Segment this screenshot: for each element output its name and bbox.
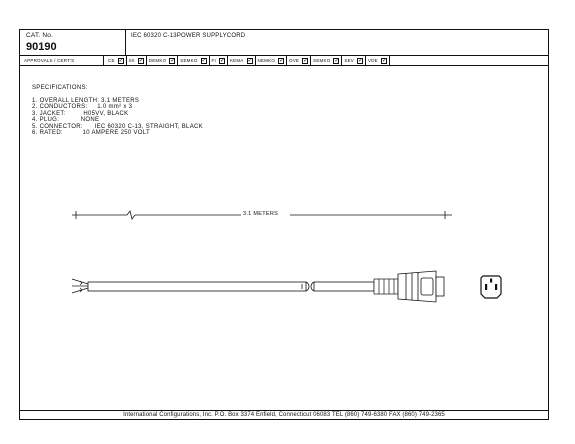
strain-relief xyxy=(374,279,398,294)
approval-checkbox[interactable]: ✓ xyxy=(118,57,124,64)
spec-overall-length: 1. OVERALL LENGTH: 3.1 METERS xyxy=(32,97,140,104)
spec-plug: 4. PLUG: NONE xyxy=(32,117,100,123)
approval-checkbox[interactable]: ✓ xyxy=(138,57,144,64)
approval-checkbox[interactable]: ✓ xyxy=(358,57,364,64)
stripped-wire-ends xyxy=(72,279,88,293)
approval-checkbox[interactable]: ✓ xyxy=(279,57,285,64)
company-footer: International Configurations, Inc. P.O. Box 3374 Enfield, Connecticut 06083 TEL (860) 749-6380 FAX (860) 749-2365 xyxy=(20,410,548,419)
connector-face-icon xyxy=(481,276,501,298)
product-title: IEC 60320 C-13POWER SUPPLYCORD xyxy=(131,33,246,39)
spec-rated: 6. RATED: 10 AMPERE 250 VOLT xyxy=(32,130,150,136)
cord-drawing xyxy=(20,30,548,410)
approvals-label: APPROVALS / CERT'S xyxy=(20,56,104,65)
approval-name: SEMKO xyxy=(313,58,331,63)
c13-connector xyxy=(398,271,444,302)
approval-checkbox[interactable]: ✓ xyxy=(303,57,309,64)
spec-jacket: 3. JACKET: H05VV, BLACK xyxy=(32,110,129,117)
approval-name: KEMA xyxy=(229,58,244,63)
approval-name: OVE xyxy=(289,58,300,63)
approval-checkbox[interactable]: ✓ xyxy=(170,57,176,64)
cable xyxy=(88,282,374,291)
spec-connector: 5. CONNECTOR: IEC 60320 C-13, STRAIGHT, BLACK xyxy=(32,123,203,130)
approval-name: FI xyxy=(211,58,216,63)
approval-checkbox[interactable]: ✓ xyxy=(247,57,253,64)
approval-checkbox[interactable]: ✓ xyxy=(219,57,225,64)
catalog-label: CAT. No. xyxy=(26,32,54,39)
dimension-label: 3.1 METERS xyxy=(243,211,279,217)
approval-checkbox[interactable]: ✓ xyxy=(381,57,387,64)
approval-name: NEMKO xyxy=(257,58,276,63)
drawing-sheet xyxy=(19,29,549,420)
catalog-number: 90190 xyxy=(26,41,57,53)
spec-conductors: 2. CONDUCTORS: 1.0 mm² x 3 xyxy=(32,104,133,110)
approval-name: SII xyxy=(128,58,135,63)
approval-name: VDE xyxy=(368,58,378,63)
approval-checkbox[interactable]: ✓ xyxy=(334,57,340,64)
specifications-heading: SPECIFICATIONS: xyxy=(32,85,88,91)
approval-name: SEMKO xyxy=(180,58,198,63)
approval-checkbox[interactable]: ✓ xyxy=(201,57,207,64)
approval-name: DEMKO xyxy=(148,58,167,63)
approval-name: SEV xyxy=(344,58,355,63)
approval-name: CE xyxy=(108,58,115,63)
